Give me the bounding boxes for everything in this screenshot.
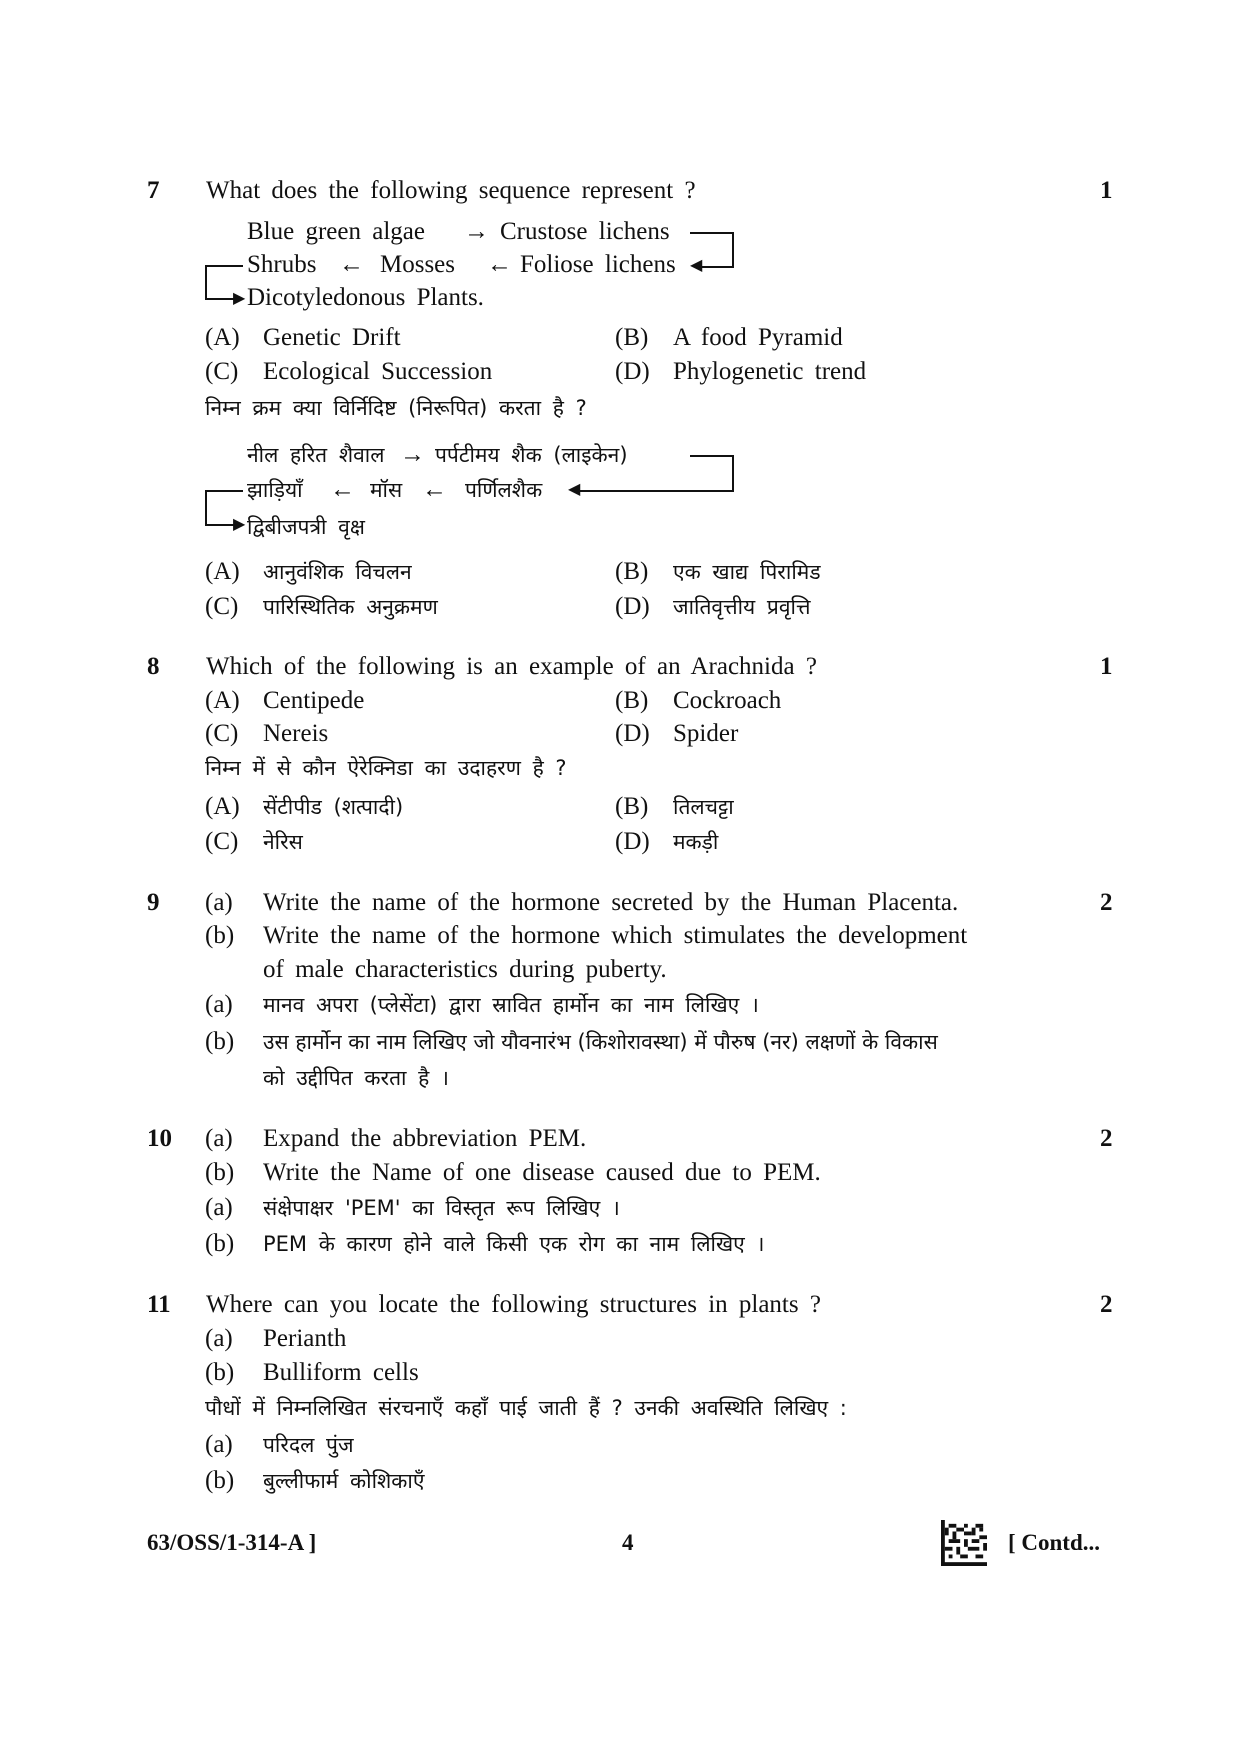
q9-part-b-label: (b) [205, 922, 235, 949]
q8-option-b-label: (B) [615, 687, 649, 714]
seq-hi-line2c: पर्णिलशैक [465, 478, 543, 502]
q8-hi-option-a: सेंटीपीड (शत्पादी) [263, 795, 404, 819]
q7-option-b-label: (B) [615, 324, 649, 351]
q8-option-d: Spider [673, 720, 739, 747]
q9-part-a: Write the name of the hormone secreted by the Human Placenta. [263, 889, 959, 916]
seq-hi-line3: द्विबीजपत्री वृक्ष [247, 515, 365, 539]
q7-question: What does the following sequence represent ? [206, 177, 696, 204]
q9-number: 9 [147, 889, 160, 916]
connector-line [690, 455, 734, 457]
seq-hi-line1a: नील हरित शैवाल [247, 443, 385, 467]
arrow-head-icon: ▶ [233, 516, 246, 533]
q10-hi-part-a: संक्षेपाक्षर 'PEM' का विस्तृत रूप लिखिए । [263, 1196, 620, 1220]
q8-hi-option-d-label: (D) [615, 828, 650, 855]
seq-hi-line1b: पर्पटीमय शैक (लाइकेन) [435, 443, 628, 467]
q7-hi-option-a-label: (A) [205, 558, 240, 585]
q10-part-a-label: (a) [205, 1125, 233, 1152]
connector-line [690, 232, 734, 234]
q11-hi-part-b: बुल्लीफार्म कोशिकाएँ [263, 1469, 425, 1493]
q8-marks: 1 [1100, 653, 1113, 680]
q11-hi-part-b-label: (b) [205, 1467, 235, 1494]
connector-line [205, 490, 243, 492]
connector-line [205, 524, 235, 526]
q11-marks: 2 [1100, 1291, 1113, 1318]
q10-hi-part-b: PEM के कारण होने वाले किसी एक रोग का नाम लिखिए । [263, 1232, 765, 1256]
q9-part-a-label: (a) [205, 889, 233, 916]
q11-hi-part-a: परिदल पुंज [263, 1433, 354, 1457]
left-arrow-icon: ← [422, 476, 447, 503]
q7-option-c: Ecological Succession [263, 358, 493, 385]
q9-hi-part-b-line1: उस हार्मोन का नाम लिखिए जो यौवनारंभ (किशोरावस्था) में पौरुष (नर) लक्षणों के विकास [263, 1030, 938, 1054]
q8-option-c: Nereis [263, 720, 329, 747]
q8-question: Which of the following is an example of an Arachnida ? [206, 653, 817, 680]
arrow-head-icon: ▶ [233, 290, 246, 307]
q8-hi-option-d: मकड़ी [673, 830, 719, 854]
connector-line [205, 265, 243, 267]
q9-part-b-line2: of male characteristics during puberty. [263, 956, 667, 983]
q7-option-d-label: (D) [615, 358, 650, 385]
q9-marks: 2 [1100, 889, 1113, 916]
connector-line [732, 232, 734, 268]
q9-part-b-line1: Write the name of the hormone which stimulates the development [263, 922, 968, 949]
q7-hi-option-a: आनुवंशिक विचलन [263, 560, 412, 584]
continued-label: [ Contd... [1008, 1530, 1101, 1555]
arrow-head-icon: ◀ [690, 257, 703, 274]
q8-option-d-label: (D) [615, 720, 650, 747]
q8-hi-option-b-label: (B) [615, 793, 649, 820]
q10-number: 10 [147, 1125, 172, 1152]
q7-marks: 1 [1100, 177, 1113, 204]
q7-hi-option-c-label: (C) [205, 593, 239, 620]
q8-option-a-label: (A) [205, 687, 240, 714]
seq-hi-line2a: झाड़ियाँ [247, 478, 303, 502]
seq-crustose-lichens: Crustose lichens [500, 218, 670, 245]
qr-code-icon [940, 1520, 988, 1566]
q7-option-c-label: (C) [205, 358, 239, 385]
seq-mosses: Mosses [380, 251, 456, 278]
q8-hi-option-c-label: (C) [205, 828, 239, 855]
seq-dicotyledonous-plants: Dicotyledonous Plants. [247, 284, 484, 311]
arrow-head-icon: ◀ [568, 481, 581, 498]
q10-hi-part-a-label: (a) [205, 1194, 233, 1221]
q11-part-b: Bulliform cells [263, 1359, 419, 1386]
q7-hi-option-c: पारिस्थितिक अनुक्रमण [263, 595, 438, 619]
q10-hi-part-b-label: (b) [205, 1230, 235, 1257]
q9-hi-part-a: मानव अपरा (प्लेसेंटा) द्वारा स्रावित हार्मोन का नाम लिखिए । [263, 993, 759, 1017]
q7-question-hindi: निम्न क्रम क्या विर्निदिष्ट (निरूपित) करता है ? [205, 396, 587, 420]
seq-blue-green-algae: Blue green algae [247, 218, 425, 245]
q7-hi-option-d-label: (D) [615, 593, 650, 620]
q11-question: Where can you locate the following structures in plants ? [206, 1291, 821, 1318]
q9-hi-part-b-line2: को उद्दीपित करता है । [263, 1066, 449, 1090]
q7-option-d: Phylogenetic trend [673, 358, 867, 385]
q7-option-a-label: (A) [205, 324, 240, 351]
q9-hi-part-b-label: (b) [205, 1028, 235, 1055]
connector-line [205, 265, 207, 300]
q7-hi-option-b-label: (B) [615, 558, 649, 585]
q8-hi-option-b: तिलचट्टा [673, 795, 734, 819]
q7-number: 7 [147, 177, 160, 204]
q11-hi-part-a-label: (a) [205, 1431, 233, 1458]
connector-line [205, 490, 207, 526]
q11-question-hindi: पौधों में निम्नलिखित संरचनाएँ कहाँ पाई जाती हैं ? उनकी अवस्थिति लिखिए : [205, 1396, 847, 1420]
q10-part-b: Write the Name of one disease caused due to PEM. [263, 1159, 821, 1186]
q11-part-a: Perianth [263, 1325, 347, 1352]
q7-option-b: A food Pyramid [673, 324, 843, 351]
q8-hi-option-c: नेरिस [263, 830, 303, 854]
left-arrow-icon: ← [487, 251, 512, 278]
connector-line [580, 490, 734, 492]
left-arrow-icon: ← [330, 476, 355, 503]
q7-option-a: Genetic Drift [263, 324, 401, 351]
q10-part-b-label: (b) [205, 1159, 235, 1186]
connector-line [700, 266, 734, 268]
page-number: 4 [622, 1530, 634, 1555]
right-arrow-icon: → [400, 441, 425, 468]
connector-line [205, 298, 235, 300]
q11-part-a-label: (a) [205, 1325, 233, 1352]
seq-hi-line2b: मॉस [370, 478, 403, 502]
q9-hi-part-a-label: (a) [205, 991, 233, 1018]
q11-part-b-label: (b) [205, 1359, 235, 1386]
right-arrow-icon: → [464, 218, 489, 245]
q8-hi-option-a-label: (A) [205, 793, 240, 820]
q10-marks: 2 [1100, 1125, 1113, 1152]
q7-hi-option-b: एक खाद्य पिरामिड [673, 560, 821, 584]
q8-option-b: Cockroach [673, 687, 782, 714]
q7-hi-option-d: जातिवृत्तीय प्रवृत्ति [673, 595, 811, 619]
paper-code: 63/OSS/1-314-A ] [147, 1530, 317, 1555]
q8-option-c-label: (C) [205, 720, 239, 747]
q8-option-a: Centipede [263, 687, 365, 714]
q10-part-a: Expand the abbreviation PEM. [263, 1125, 587, 1152]
seq-shrubs: Shrubs [247, 251, 317, 278]
connector-line [732, 455, 734, 492]
q11-number: 11 [147, 1291, 171, 1318]
left-arrow-icon: ← [339, 251, 364, 278]
q8-question-hindi: निम्न में से कौन ऐरेक्निडा का उदाहरण है ? [205, 756, 567, 780]
seq-foliose-lichens: Foliose lichens [520, 251, 676, 278]
q8-number: 8 [147, 653, 160, 680]
